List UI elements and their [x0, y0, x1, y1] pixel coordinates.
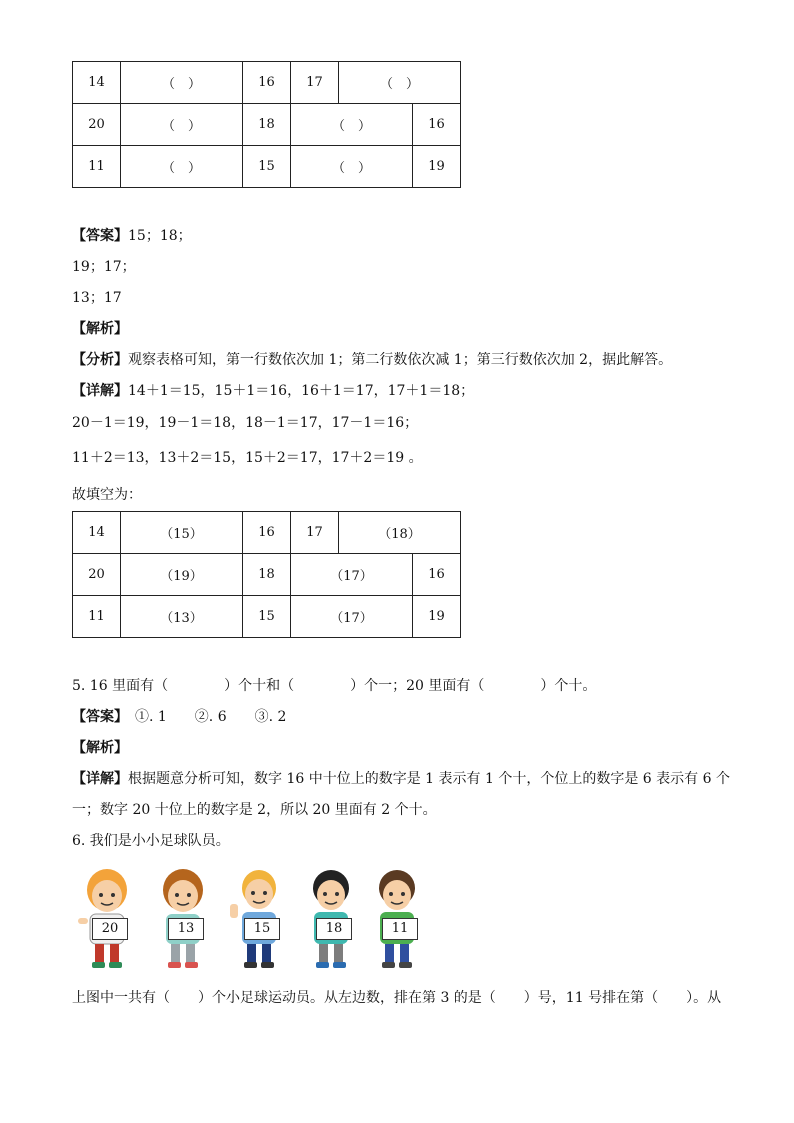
table-cell: 11	[73, 596, 121, 638]
detail-text: 14＋1＝15，15＋1＝16，16＋1＝17，17＋1＝18；	[128, 383, 475, 399]
answer-tag: 【答案】	[72, 228, 128, 244]
answer-line-1	[72, 226, 192, 246]
q5-detail-1	[72, 769, 730, 789]
table-cell: （ ）	[291, 146, 413, 188]
player-number-card: 18	[316, 918, 352, 940]
q5-detail-2: 一；数字 20 十位上的数字是 2，所以 20 里面有 2 个十。	[72, 802, 437, 818]
player-number-card: 13	[168, 918, 204, 940]
player-figure	[226, 866, 292, 970]
analysis-detail-2: 20－1＝19，19－1＝18，18－1＝17，17－1＝16；	[72, 415, 419, 431]
table-cell: （19）	[121, 554, 243, 596]
table-cell: 14	[73, 62, 121, 104]
detail-tag: 【详解】	[72, 771, 128, 787]
player-number-card: 15	[244, 918, 280, 940]
table-cell: 20	[73, 554, 121, 596]
player-figure	[298, 866, 364, 970]
table-cell: 16	[413, 554, 461, 596]
table-cell: 15	[243, 146, 291, 188]
table-cell: 15	[243, 596, 291, 638]
player-figure	[150, 866, 216, 970]
sequence-table-blank	[72, 61, 461, 188]
table-cell: 17	[291, 512, 339, 554]
table-cell: （ ）	[339, 62, 461, 104]
table-cell: 16	[243, 512, 291, 554]
table-row	[73, 554, 461, 596]
fill-label: 故填空为：	[72, 487, 142, 503]
table-cell: （ ）	[121, 146, 243, 188]
table-row	[73, 146, 461, 188]
table-cell: 11	[73, 146, 121, 188]
q6-question: 上图中一共有（ ）个小足球运动员。从左边数，排在第 3 的是（ ）号，11 号排在第（ ）。从	[72, 990, 722, 1006]
answer-text: ①. 1 ②. 6 ③. 2	[121, 709, 287, 725]
detail-tag: 【详解】	[72, 383, 128, 399]
table-cell: 19	[413, 146, 461, 188]
table-row	[73, 596, 461, 638]
table-row	[73, 104, 461, 146]
answer-line-3: 13；17	[72, 290, 122, 306]
player-figure	[74, 866, 140, 970]
table-row	[73, 62, 461, 104]
table-cell: 16	[243, 62, 291, 104]
player-number-card: 20	[92, 918, 128, 940]
q6-title: 6. 我们是小小足球队员。	[72, 833, 230, 849]
table-cell: （ ）	[121, 62, 243, 104]
table-cell: （15）	[121, 512, 243, 554]
sequence-table-filled	[72, 511, 461, 638]
analysis-detail-1	[72, 381, 474, 401]
table-row	[73, 512, 461, 554]
detail-text: 根据题意分析可知，数字 16 中十位上的数字是 1 表示有 1 个十，个位上的数字是 6 表示有 6 个	[128, 771, 730, 787]
answer-line-2: 19；17；	[72, 259, 136, 275]
table-cell: （ ）	[291, 104, 413, 146]
players-illustration	[70, 866, 430, 970]
analysis-fenxi	[72, 350, 672, 370]
table-cell: 14	[73, 512, 121, 554]
q5-answer	[72, 707, 286, 727]
player-number-card: 11	[382, 918, 418, 940]
answer-text: 15；18；	[128, 228, 192, 244]
table-cell: 20	[73, 104, 121, 146]
table-cell: 16	[413, 104, 461, 146]
analysis-heading: 【解析】	[72, 740, 128, 756]
fenxi-tag: 【分析】	[72, 352, 128, 368]
analysis-detail-3: 11＋2＝13，13＋2＝15，15＋2＝17，17＋2＝19 。	[72, 450, 423, 466]
table-cell: 18	[243, 554, 291, 596]
answer-tag: 【答案】	[72, 709, 121, 725]
table-cell: （13）	[121, 596, 243, 638]
table-cell: 18	[243, 104, 291, 146]
table-cell: （18）	[339, 512, 461, 554]
table-cell: （17）	[291, 554, 413, 596]
analysis-heading: 【解析】	[72, 321, 128, 337]
table-cell: 19	[413, 596, 461, 638]
fenxi-text: 观察表格可知，第一行数依次加 1；第二行数依次减 1；第三行数依次加 2，据此解答。	[128, 352, 673, 368]
table-cell: （17）	[291, 596, 413, 638]
player-figure	[364, 866, 430, 970]
table-cell: 17	[291, 62, 339, 104]
q5-text: 5. 16 里面有（ ）个十和（ ）个一；20 里面有（ ）个十。	[72, 678, 597, 694]
table-cell: （ ）	[121, 104, 243, 146]
